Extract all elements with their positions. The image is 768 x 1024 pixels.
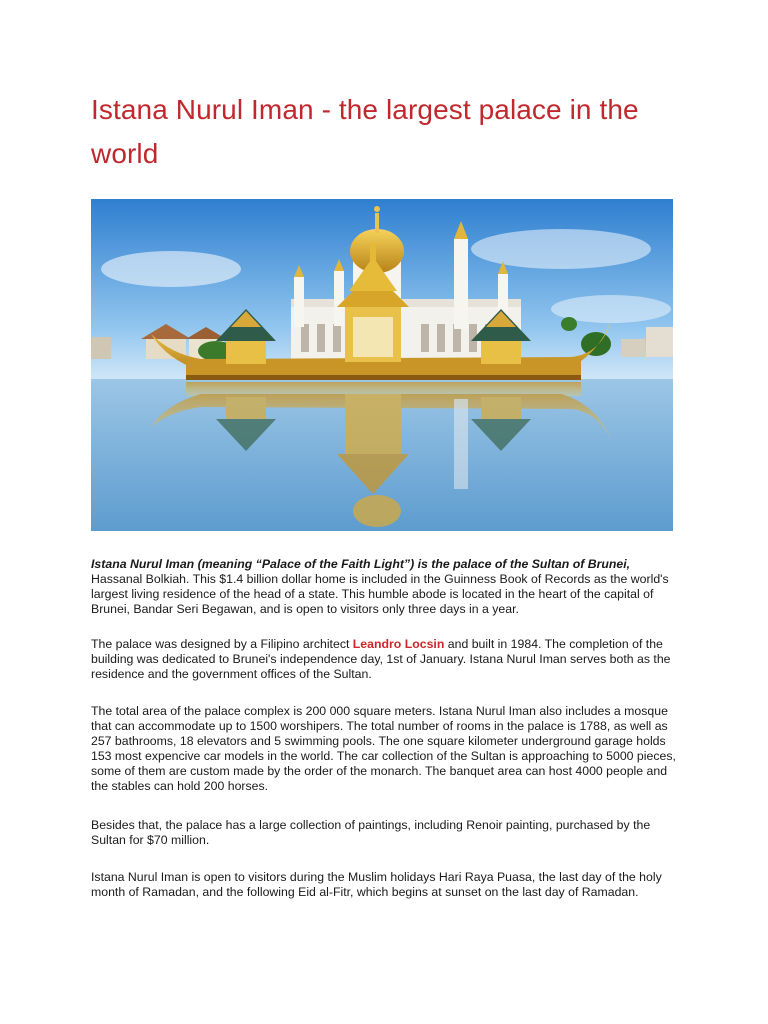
- architect-before: The palace was designed by a Filipino architect: [91, 637, 353, 651]
- paragraph-visitors: Istana Nurul Iman is open to visitors during the Muslim holidays Hari Raya Puasa, the last day of the holy month of Ramadan, and the following Eid al-Fitr, which begins at sunset on the last day of Ramadan.: [91, 870, 662, 899]
- intro-lead: Istana Nurul Iman (meaning “Palace of the Faith Light”) is the palace of the Sultan of Brunei,: [91, 557, 631, 571]
- paragraph-architect: [91, 637, 681, 682]
- page-title: Istana Nurul Iman - the largest palace in the world: [91, 94, 639, 169]
- architect-link[interactable]: Leandro Locsin: [352, 637, 445, 651]
- intro-rest: Hassanal Bolkiah. This $1.4 billion dollar home is included in the Guinness Book of Records as the world's largest living residence of the head of a state. This humble abode is located in the heart of the capital of Brunei, Bandar Seri Begawan, and is open to visitors only three days in a year.: [91, 572, 669, 616]
- paragraph-area: The total area of the palace complex is 200 000 square meters. Istana Nurul Iman also includes a mosque that can accommodate up to 1500 worshipers. The total number of rooms in the palace is 1788, as well as 257 bathrooms, 18 elevators and 5 swimming pools. The one square kilometer underground garage holds 153 most expencive car models in the world. The car collection of the Sultan is approaching to 5000 pieces, some of them are custom made by the order of the monarch. The banquet area can host 4000 people and the stables can hold 200 horses.: [91, 704, 676, 793]
- palace-photo: [91, 199, 673, 531]
- paragraph-paintings: Besides that, the palace has a large collection of paintings, including Renoir painting, purchased by the Sultan for $70 million.: [91, 818, 651, 847]
- architect-after: and built in 1984. The completion of the building was dedicated to Brunei's independence day, 1st of January. Istana Nurul Iman serves both as the residence and the government offices of the Sultan.: [91, 637, 671, 681]
- paragraph-intro: [91, 557, 681, 617]
